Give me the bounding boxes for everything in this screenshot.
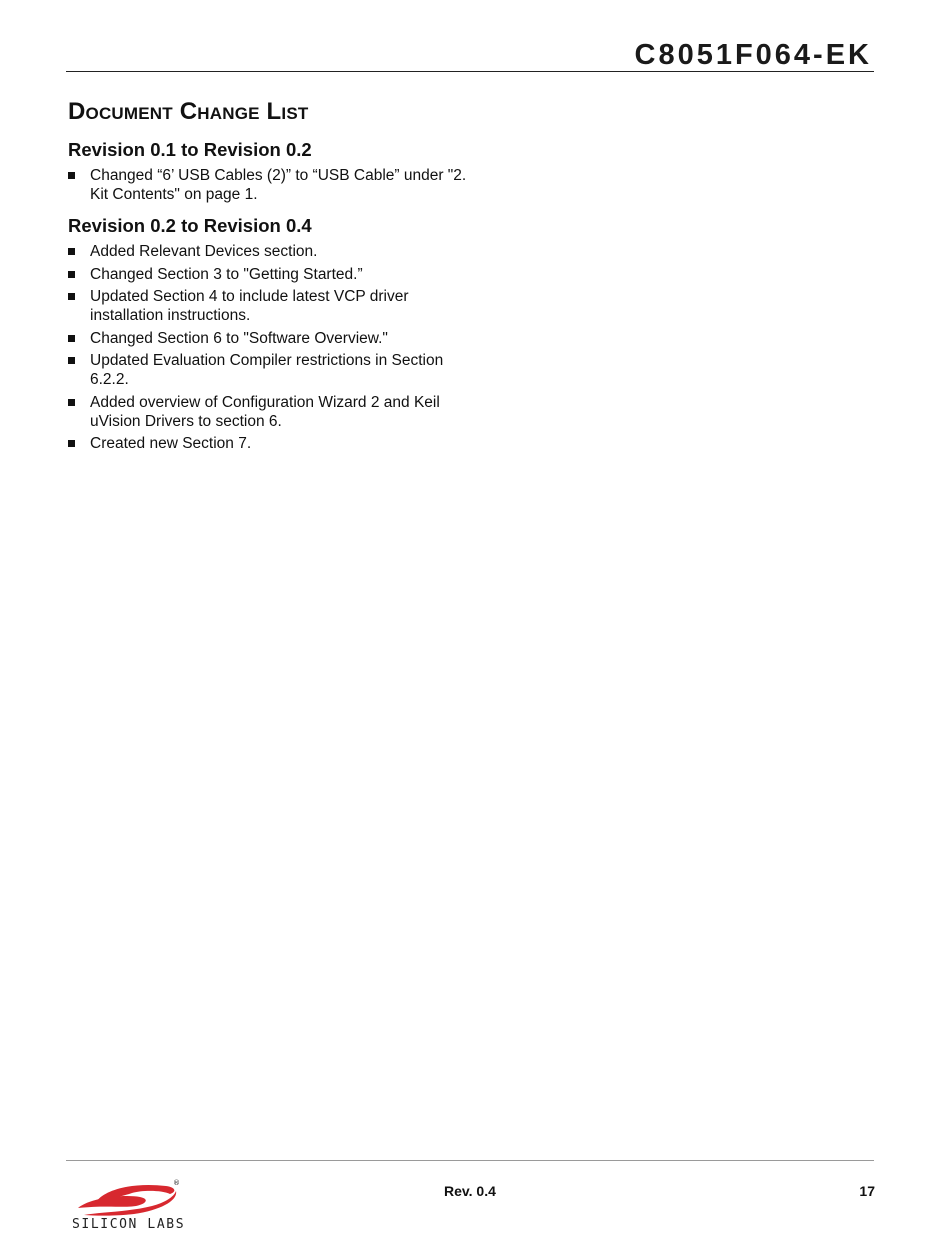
logo-text: SILICON LABS [72,1217,186,1232]
list-item [68,166,468,204]
change-list [68,242,468,453]
footer-revision: Rev. 0.4 [444,1183,496,1199]
change-text: Changed Section 6 to "Software Overview." [90,329,388,347]
square-bullet-icon [68,357,75,364]
revision-heading: Revision 0.2 to Revision 0.4 [68,215,312,236]
change-text: Created new Section 7. [90,435,252,452]
square-bullet-icon [68,440,75,447]
silicon-labs-swirl-icon [70,1178,182,1218]
list-item [68,242,468,261]
change-text: Changed Section 3 to "Getting Started.” [90,265,363,283]
square-bullet-icon [68,271,75,278]
change-list [68,166,468,204]
change-text: Updated Evaluation Compiler restrictions in Section 6.2.2. [90,352,444,388]
page-number: 17 [859,1183,875,1199]
list-item [68,329,468,348]
section-title: Document Change List [68,98,309,125]
header-divider [66,71,874,72]
page-content [68,96,468,457]
footer-divider [66,1160,874,1161]
change-text: Changed “6’ USB Cables (2)” to “USB Cable” under "2. Kit Contents" on page 1. [90,167,467,203]
square-bullet-icon [68,248,75,255]
square-bullet-icon [68,399,75,406]
square-bullet-icon [68,172,75,179]
list-item [68,265,468,284]
list-item [68,351,468,389]
revision-heading: Revision 0.1 to Revision 0.2 [68,139,312,160]
silicon-labs-logo [70,1178,186,1236]
document-title: C8051F064-EK [634,39,872,71]
change-text: Added Relevant Devices section. [90,243,318,260]
registered-mark: ® [173,1179,180,1187]
list-item [68,434,468,453]
list-item [68,287,468,325]
change-text: Updated Section 4 to include latest VCP driver installation instructions. [90,288,409,324]
change-text: Added overview of Configuration Wizard 2 and Keil uVision Drivers to section 6. [90,393,440,430]
list-item [68,393,468,431]
square-bullet-icon [68,293,75,300]
square-bullet-icon [68,335,75,342]
